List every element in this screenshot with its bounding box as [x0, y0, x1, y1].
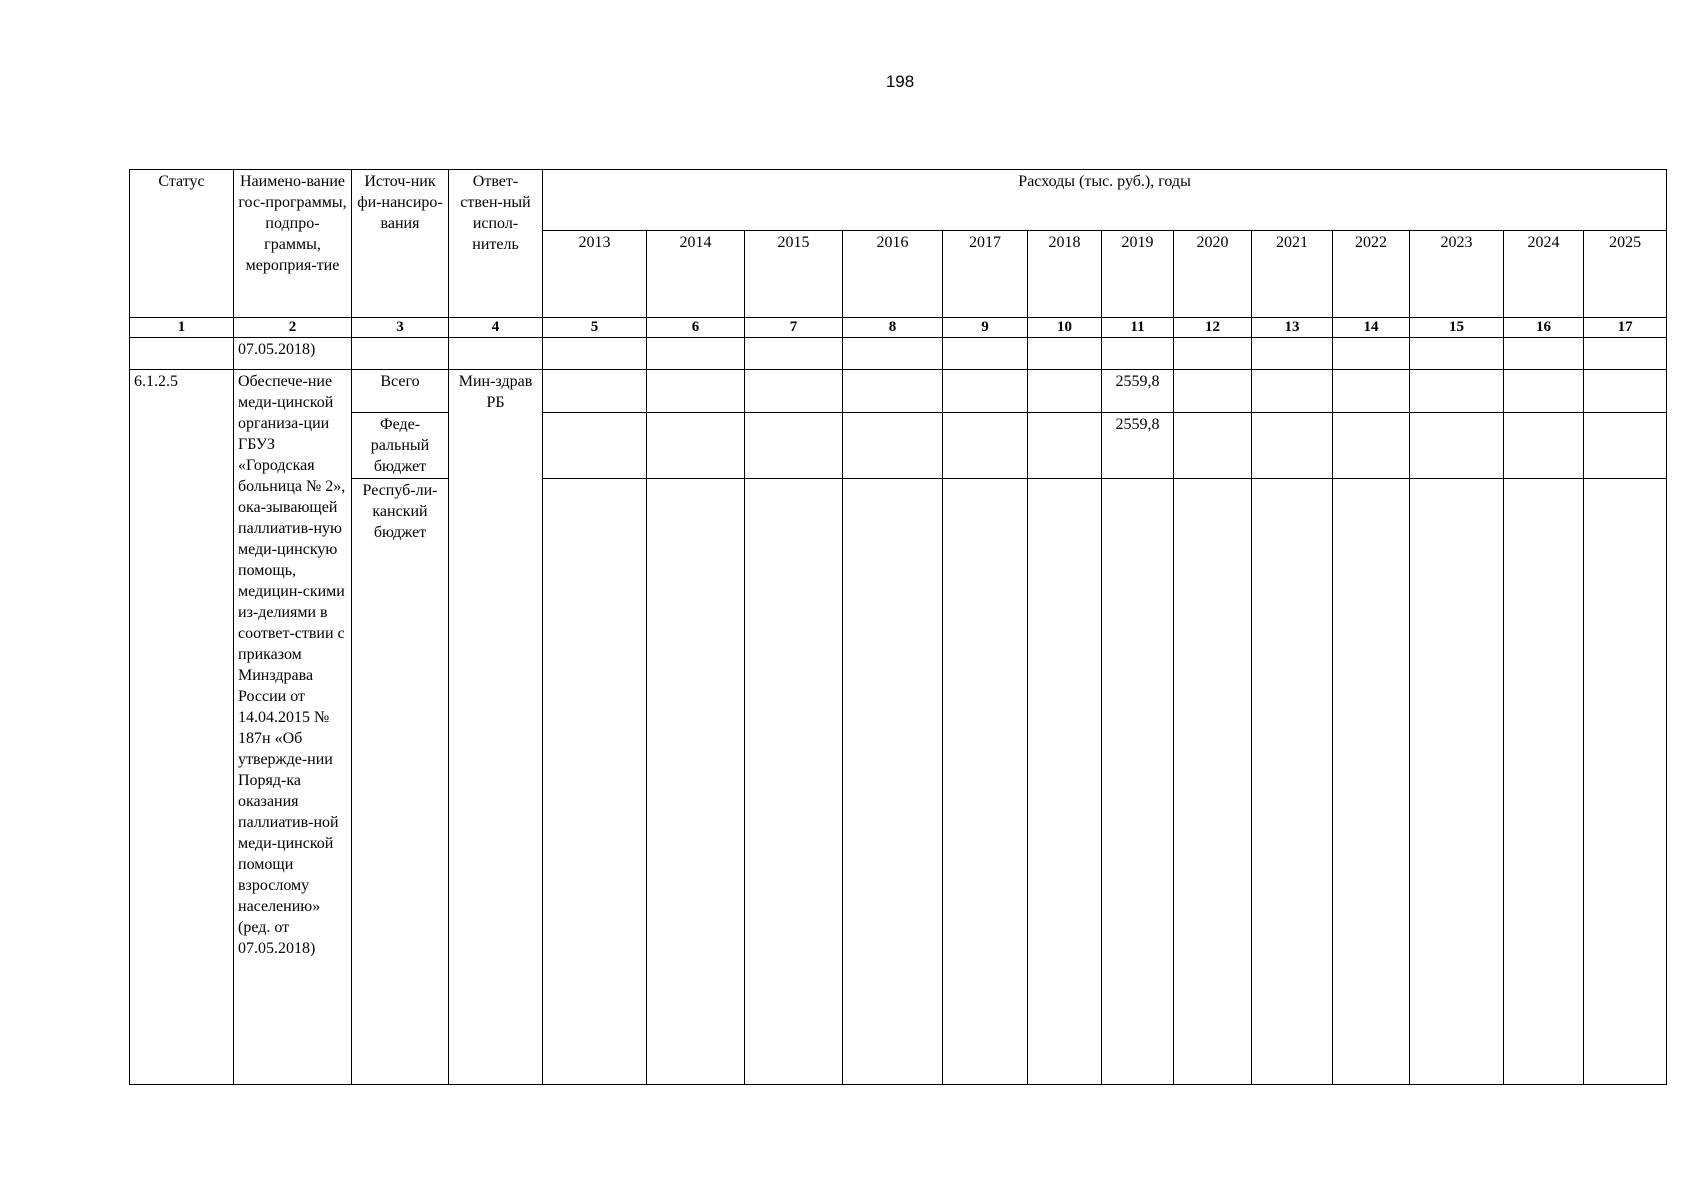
source-label: Респуб-ли-канский бюджет [352, 479, 449, 1085]
value-cell [1252, 479, 1333, 1085]
column-number: 14 [1333, 318, 1410, 338]
header-year: 2014 [647, 231, 745, 318]
row-total [130, 370, 1667, 413]
column-number: 16 [1504, 318, 1584, 338]
column-number: 11 [1102, 318, 1174, 338]
value-cell [843, 479, 943, 1085]
source-label: Всего [352, 370, 449, 413]
value-cell [943, 479, 1028, 1085]
value-cell: 2559,8 [1102, 413, 1174, 479]
value-cell [1174, 413, 1252, 479]
row-federal [130, 413, 1667, 479]
value-cell [647, 479, 745, 1085]
value-cell [1028, 479, 1102, 1085]
value-cell [943, 370, 1028, 413]
header-year: 2024 [1504, 231, 1584, 318]
value-cell [745, 413, 843, 479]
header-expenses: Расходы (тыс. руб.), годы [543, 170, 1667, 231]
header-source: Источ-ник фи-нансиро-вания [352, 170, 449, 318]
column-number: 12 [1174, 318, 1252, 338]
header-year: 2022 [1333, 231, 1410, 318]
column-number: 9 [943, 318, 1028, 338]
header-year: 2021 [1252, 231, 1333, 318]
value-cell [1584, 479, 1667, 1085]
header-year: 2013 [543, 231, 647, 318]
source-label: Феде-ральный бюджет [352, 413, 449, 479]
value-cell [1504, 370, 1584, 413]
header-executor: Ответ-ствен-ный испол-нитель [449, 170, 543, 318]
value-cell [647, 370, 745, 413]
value-cell [843, 370, 943, 413]
value-cell [1333, 479, 1410, 1085]
column-number: 6 [647, 318, 745, 338]
value-cell [1504, 479, 1584, 1085]
column-number: 15 [1410, 318, 1504, 338]
header-status: Статус [130, 170, 234, 318]
continuation-row [130, 338, 1667, 370]
entry-executor: Мин-здрав РБ [449, 370, 543, 1085]
column-number: 17 [1584, 318, 1667, 338]
value-cell [1584, 370, 1667, 413]
value-cell [745, 479, 843, 1085]
value-cell [1102, 479, 1174, 1085]
header-year: 2018 [1028, 231, 1102, 318]
header-year: 2025 [1584, 231, 1667, 318]
budget-table [129, 169, 1667, 1085]
column-number: 5 [543, 318, 647, 338]
value-cell [1333, 370, 1410, 413]
value-cell [543, 370, 647, 413]
column-number: 4 [449, 318, 543, 338]
value-cell [647, 413, 745, 479]
value-cell [1504, 413, 1584, 479]
value-cell [1410, 370, 1504, 413]
entry-status: 6.1.2.5 [130, 370, 234, 1085]
value-cell [1174, 370, 1252, 413]
header-year: 2020 [1174, 231, 1252, 318]
header-year: 2017 [943, 231, 1028, 318]
value-cell [1028, 413, 1102, 479]
continuation-name: 07.05.2018) [234, 338, 352, 370]
entry-name: Обеспече-ние меди-цинской организа-ции ГБУЗ «Городская больница № 2», ока-зывающей паллиатив-ную меди-цинскую помощь, медицин-скими из-делиями в соответ-ствии с приказом Минздрава России от 14.04.2015 № 187н «Об утвержде-нии Поряд-ка оказания паллиатив-ной меди-цинской помощи взрослому населению» (ред. от 07.05.2018) [234, 370, 352, 1085]
value-cell [1028, 370, 1102, 413]
column-number: 3 [352, 318, 449, 338]
value-cell [843, 413, 943, 479]
value-cell [1252, 413, 1333, 479]
value-cell [1174, 479, 1252, 1085]
value-cell: 2559,8 [1102, 370, 1174, 413]
column-number: 10 [1028, 318, 1102, 338]
value-cell [943, 413, 1028, 479]
header-year: 2016 [843, 231, 943, 318]
value-cell [1410, 479, 1504, 1085]
column-number: 2 [234, 318, 352, 338]
value-cell [1333, 413, 1410, 479]
column-number: 13 [1252, 318, 1333, 338]
value-cell [1252, 370, 1333, 413]
page-number: 198 [885, 72, 915, 91]
value-cell [543, 413, 647, 479]
column-number: 8 [843, 318, 943, 338]
column-number: 7 [745, 318, 843, 338]
header-name: Наимено-вание гос-программы, подпро-граммы, мероприя-тие [234, 170, 352, 318]
header-year: 2023 [1410, 231, 1504, 318]
header-year: 2015 [745, 231, 843, 318]
row-republican [130, 479, 1667, 1085]
value-cell [1584, 413, 1667, 479]
column-number: 1 [130, 318, 234, 338]
value-cell [543, 479, 647, 1085]
value-cell [1410, 413, 1504, 479]
value-cell [745, 370, 843, 413]
header-year: 2019 [1102, 231, 1174, 318]
